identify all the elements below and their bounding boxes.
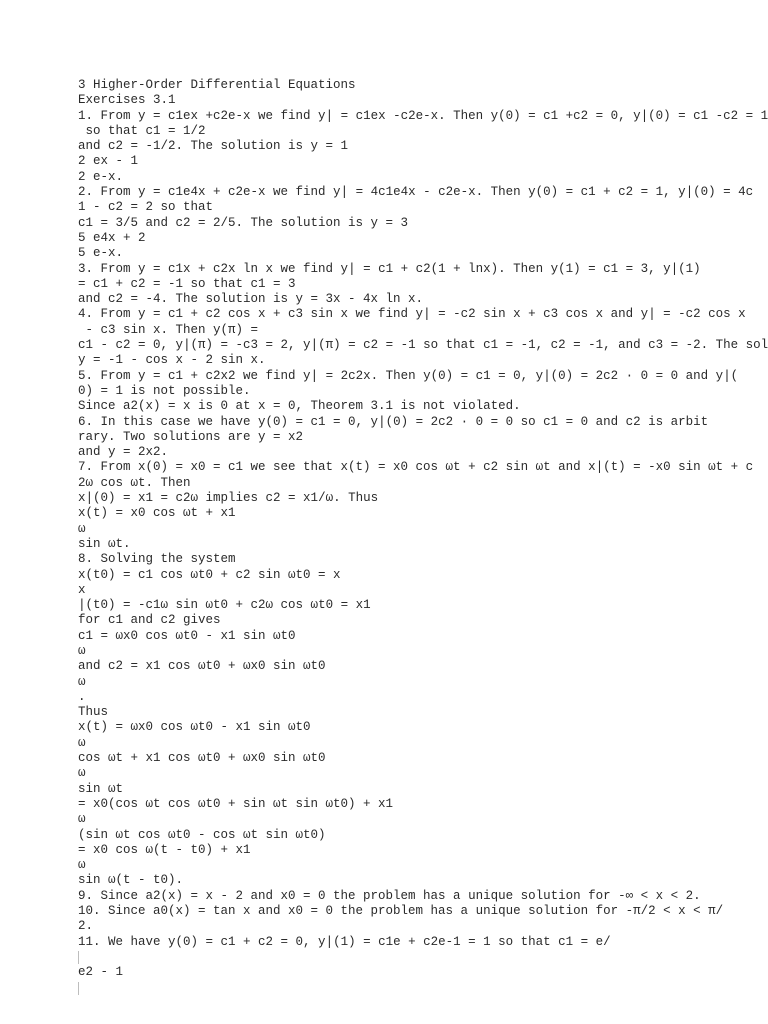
text-line: 2. xyxy=(78,919,94,934)
text-line: 1 - c2 = 2 so that xyxy=(78,200,214,215)
text-line: 4. From y = c1 + c2 cos x + c3 sin x we find y∣ = -c2 sin x + c3 cos x and y∣ = -c2 cos x xyxy=(78,307,746,322)
text-line: 7. From x(0) = x0 = c1 we see that x(t) = x0 cos ωt + c2 sin ωt and x∣(t) = -x0 sin ωt + c xyxy=(78,460,754,475)
text-line: ω xyxy=(78,521,86,536)
text-line: sin ωt xyxy=(78,781,124,796)
text-line: Thus xyxy=(78,705,109,720)
text-line: ω xyxy=(78,674,86,689)
text-line: 2. From y = c1e4x + c2e-x we find y∣ = 4c1e4x - c2e-x. Then y(0) = c1 + c2 = 1, y∣(0) = 4c xyxy=(78,185,754,200)
text-line: 8. Solving the system xyxy=(78,552,236,567)
text-line: c1 - c2 = 0, y∣(π) = -c3 = 2, y∣(π) = c2 = -1 so that c1 = -1, c2 = -1, and c3 = -2. The sol xyxy=(78,338,768,353)
text-line: 2ω cos ωt. Then xyxy=(78,475,191,490)
text-line: rary. Two solutions are y = x2 xyxy=(78,429,304,444)
text-line: = c1 + c2 = -1 so that c1 = 3 xyxy=(78,276,296,291)
text-line: Exercises 3.1 xyxy=(78,93,176,108)
text-line: sin ωt. xyxy=(78,536,131,551)
text-line: 5 e-x. xyxy=(78,246,124,261)
cursor-bar-glyph xyxy=(78,982,79,995)
text-line: y = -1 - cos x - 2 sin x. xyxy=(78,353,266,368)
cursor-bar-glyph xyxy=(78,951,79,964)
text-line: x(t) = ωx0 cos ωt0 - x1 sin ωt0 xyxy=(78,720,311,735)
text-line: 10. Since a0(x) = tan x and x0 = 0 the problem has a unique solution for -π/2 < x < π/ xyxy=(78,904,724,919)
text-line: 2 ex - 1 xyxy=(78,154,139,169)
text-line: . xyxy=(78,689,86,704)
text-line xyxy=(78,950,768,965)
text-line: x(t0) = c1 cos ωt0 + c2 sin ωt0 = x xyxy=(78,567,341,582)
text-line: for c1 and c2 gives xyxy=(78,613,221,628)
text-line: 9. Since a2(x) = x - 2 and x0 = 0 the problem has a unique solution for -∞ < x < 2. xyxy=(78,888,701,903)
text-line: 11. We have y(0) = c1 + c2 = 0, y∣(1) = c1e + c2e-1 = 1 so that c1 = e/ xyxy=(78,934,611,949)
document-page xyxy=(78,78,768,996)
text-line: 2 e-x. xyxy=(78,169,124,184)
text-line xyxy=(78,981,768,996)
text-line: 3 Higher-Order Differential Equations xyxy=(78,78,356,92)
text-line: = x0 cos ω(t - t0) + x1 xyxy=(78,842,251,857)
text-line: - c3 sin x. Then y(π) = xyxy=(78,322,259,337)
text-line: Since a2(x) = x is 0 at x = 0, Theorem 3.1 is not violated. xyxy=(78,399,521,414)
text-line: cos ωt + x1 cos ωt0 + ωx0 sin ωt0 xyxy=(78,751,326,766)
text-line: 3. From y = c1x + c2x ln x we find y∣ = c1 + c2(1 + lnx). Then y(1) = c1 = 3, y∣(1) xyxy=(78,261,701,276)
text-line: x∣(0) = x1 = c2ω implies c2 = x1/ω. Thus xyxy=(78,491,379,506)
text-line: sin ω(t - t0). xyxy=(78,873,184,888)
text-line: e2 - 1 xyxy=(78,965,124,980)
text-line: 6. In this case we have y(0) = c1 = 0, y∣(0) = 2c2 · 0 = 0 so c1 = 0 and c2 is arbit xyxy=(78,414,709,429)
text-line: and c2 = -1/2. The solution is y = 1 xyxy=(78,139,349,154)
document-text xyxy=(78,78,768,996)
text-line: c1 = ωx0 cos ωt0 - x1 sin ωt0 xyxy=(78,628,296,643)
text-line: (sin ωt cos ωt0 - cos ωt sin ωt0) xyxy=(78,827,326,842)
text-line: and c2 = -4. The solution is y = 3x - 4x ln x. xyxy=(78,292,424,307)
text-line: ω xyxy=(78,766,86,781)
text-line: 5 e4x + 2 xyxy=(78,230,146,245)
text-line: ω xyxy=(78,858,86,873)
text-line: so that c1 = 1/2 xyxy=(78,123,206,138)
text-line: c1 = 3/5 and c2 = 2/5. The solution is y = 3 xyxy=(78,215,409,230)
text-line: ∣(t0) = -c1ω sin ωt0 + c2ω cos ωt0 = x1 xyxy=(78,598,371,613)
text-line: ω xyxy=(78,812,86,827)
text-line: x xyxy=(78,582,86,597)
text-line: 0) = 1 is not possible. xyxy=(78,383,251,398)
text-line: and c2 = x1 cos ωt0 + ωx0 sin ωt0 xyxy=(78,659,326,674)
text-line: ω xyxy=(78,735,86,750)
text-line: x(t) = x0 cos ωt + x1 xyxy=(78,506,236,521)
text-line: = x0(cos ωt cos ωt0 + sin ωt sin ωt0) + x1 xyxy=(78,796,394,811)
text-line: and y = 2x2. xyxy=(78,445,169,460)
text-line: 1. From y = c1ex +c2e-x we find y∣ = c1ex -c2e-x. Then y(0) = c1 +c2 = 0, y∣(0) = c1 -c2 = 1 xyxy=(78,108,768,123)
text-line: 5. From y = c1 + c2x2 we find y∣ = 2c2x. Then y(0) = c1 = 0, y∣(0) = 2c2 · 0 = 0 and y∣( xyxy=(78,368,739,383)
text-line: ω xyxy=(78,643,86,658)
